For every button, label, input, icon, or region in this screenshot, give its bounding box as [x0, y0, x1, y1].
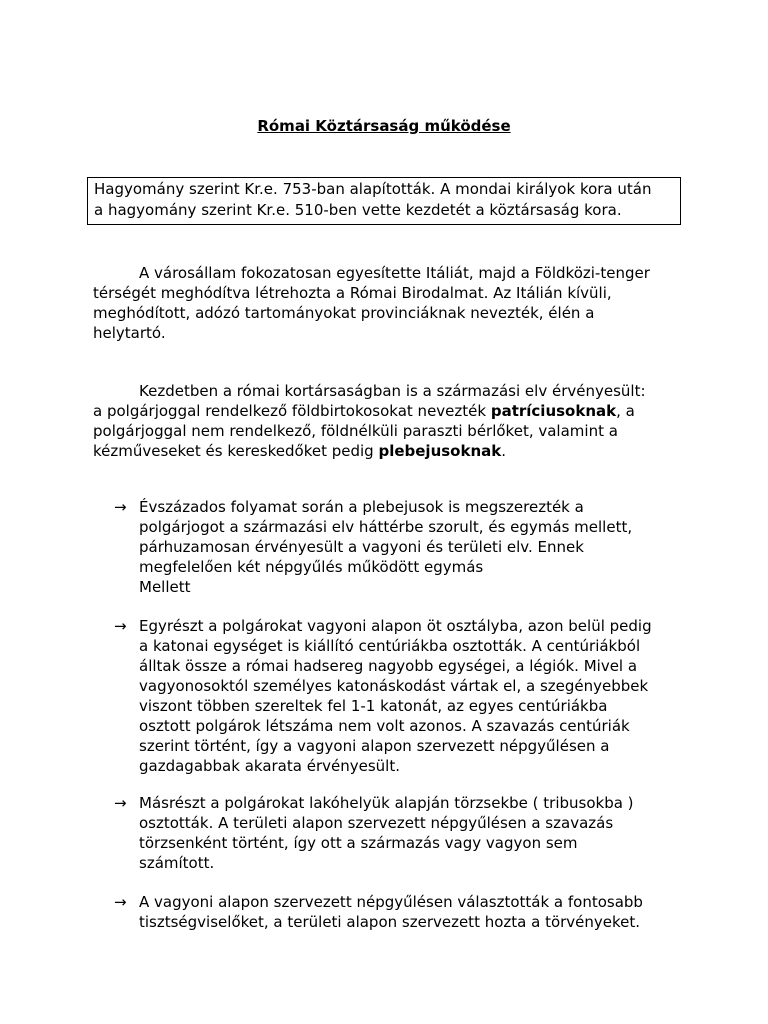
bullet-line: számított. [139, 854, 215, 872]
paragraph-line: meghódított, adózó tartományokat provinciáknak nevezték, élén a [93, 304, 595, 322]
bullet-line: Másrészt a polgárokat lakóhelyük alapján törzsekbe ( tribusokba ) [139, 794, 634, 812]
bullet-line: párhuzamosan érvényesült a vagyoni és területi elv. Ennek [139, 538, 584, 556]
paragraph-line: A városállam fokozatosan egyesítette Itáliát, majd a Földközi-tenger [139, 264, 650, 282]
intro-line: Hagyomány szerint Kr.e. 753-ban alapították. A mondai királyok kora után [94, 180, 652, 198]
text-run: . [501, 442, 507, 460]
intro-box [87, 177, 681, 225]
arrow-right-icon: → [114, 498, 127, 516]
bullet-line: Évszázados folyamat során a plebejusok is megszerezték a [139, 498, 584, 516]
bullet-line: gazdagabbak akarata érvényesült. [139, 757, 400, 775]
bullet-line: Egyrészt a polgárokat vagyoni alapon öt osztályba, azon belül pedig [139, 617, 652, 635]
intro-line: a hagyomány szerint Kr.e. 510-ben vette kezdetét a köztársaság kora. [94, 201, 622, 219]
paragraph-line: helytartó. [93, 324, 166, 342]
bullet-line: A vagyoni alapon szervezett népgyűlésen választották a fontosabb [139, 893, 643, 911]
text-run: , a [616, 402, 635, 420]
arrow-right-icon: → [114, 893, 127, 911]
paragraph-social-classes [93, 381, 683, 461]
bullet-line: polgárjogot a származási elv háttérbe szorult, és egymás mellett, [139, 518, 633, 536]
bullet-line: tisztségviselőket, a területi alapon szervezett hozta a törvényeket. [139, 913, 641, 931]
bullet-text [139, 497, 632, 597]
bullet-line: törzsenként történt, így ott a származás vagy vagyon sem [139, 834, 578, 852]
paragraph-line: térségét meghódítva létrehozta a Római Birodalmat. Az Itálián kívüli, [93, 284, 612, 302]
bullet-line: álltak össze a római hadsereg nagyobb egységei, a légiók. Mivel a [139, 657, 638, 675]
text-run: kézműveseket és kereskedőket pedig [93, 442, 379, 460]
bullet-text [139, 793, 634, 873]
bullet-line: viszont többen szereltek fel 1-1 katonát, az egyes centúriákba [139, 697, 608, 715]
bullet-line: szerint történt, így a vagyoni alapon szervezett népgyűlésen a [139, 737, 610, 755]
paragraph-line [93, 401, 683, 421]
term-patricians: patríciusoknak [490, 402, 617, 420]
term-plebeians: plebejusoknak [378, 442, 502, 460]
bullet-line: Mellett [139, 578, 191, 596]
paragraph-provinces [93, 263, 683, 343]
paragraph-line: polgárjoggal nem rendelkező, földnélküli paraszti bérlőket, valamint a [93, 422, 618, 440]
arrow-right-icon: → [114, 617, 127, 635]
bullet-line: megfelelően két népgyűlés működött egymás [139, 558, 484, 576]
paragraph-line: Kezdetben a római kortársaságban is a származási elv érvényesült: [139, 382, 646, 400]
text-run: a polgárjoggal rendelkező földbirtokosokat nevezték [93, 402, 491, 420]
paragraph-line [93, 441, 683, 461]
arrow-right-icon: → [114, 794, 127, 812]
bullet-line: osztották. A területi alapon szervezett népgyűlésen a szavazás [139, 814, 614, 832]
bullet-text [139, 616, 652, 776]
page-title: Római Köztársaság működése [257, 117, 511, 135]
bullet-text [139, 892, 643, 932]
bullet-line: vagyonosoktól személyes katonáskodást vártak el, a szegényebbek [139, 677, 649, 695]
bullet-line: osztott polgárok létszáma nem volt azonos. A szavazás centúriák [139, 717, 630, 735]
bullet-line: a katonai egységet is kiállító centúriákba osztották. A centúriákból [139, 637, 641, 655]
